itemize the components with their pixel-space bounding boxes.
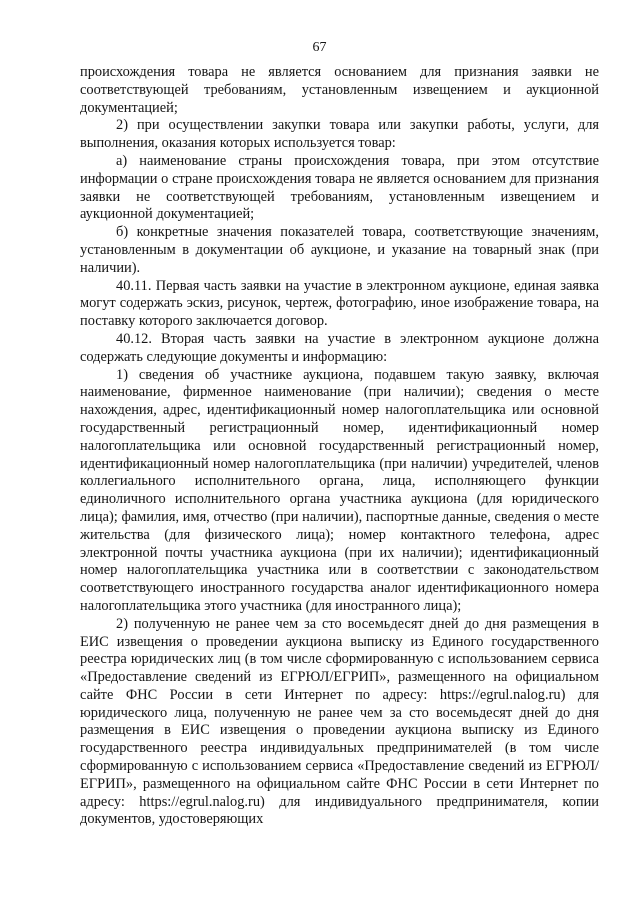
paragraph: б) конкретные значения показателей товара, соответствующие значениям, установленным в документации об аукционе, и указание на товарный знак (при наличии). <box>80 224 599 276</box>
page-number: 67 <box>312 40 327 55</box>
paragraph: 40.11. Первая часть заявки на участие в электронном аукционе, единая заявка могут содержать эскиз, рисунок, чертеж, фотографию, иное изображение товара, на поставку которого заключается договор. <box>80 277 599 330</box>
paragraph: а) наименование страны происхождения товара, при этом отсутствие информации о стране происхождения товара не является основанием для признания заявки не соответствующей требованиям, установленным извещением и аукционной документацией; <box>80 152 599 223</box>
document-text <box>80 64 599 829</box>
paragraph: 1) сведения об участнике аукциона, подавшем такую заявку, включая наименование, фирменное наименование (при наличии); сведения о месте нахождения, адрес, идентификационный номер налогоплательщика или основной государственный регистрационный номер, идентификационный номер налогоплательщика или основной государственный регистрационный номер, идентификационный номер налогоплательщика (при наличии) учредителей, членов коллегиального исполнительного органа, лица, исполняющего функции единоличного исполнительного органа участника аукциона (для юридического лица); фамилия, имя, отчество (при наличии), паспортные данные, сведения о месте жительства (для физического лица); номер контактного телефона, адрес электронной почты участника аукциона (при их наличии); идентификационный номер налогоплательщика участника или в соответствии с законодательством соответствующего иностранного государства аналог идентификационного номера налогоплательщика этого участника (для иностранного лица); <box>80 366 599 614</box>
paragraph: происхождения товара не является основанием для признания заявки не соответствующей требованиям, установленным извещением и аукционной документацией; <box>80 64 599 116</box>
paragraph: 2) полученную не ранее чем за сто восемьдесят дней до дня размещения в ЕИС извещения о проведении аукциона выписку из Единого государственного реестра юридических лиц (в том числе сформированную с использованием сервиса «Предоставление сведений из ЕГРЮЛ/ЕГРИП», размещенного на официальном сайте ФНС России в сети Интернет по адресу: https://egrul.nalog.ru) для юридического лица, полученную не ранее чем за сто восемьдесят дней до дня размещения в ЕИС извещения о проведении аукциона выписку из Единого государственного реестра индивидуальных предпринимателей (в том числе сформированную с использованием сервиса «Предоставление сведений из ЕГРЮЛ/ЕГРИП», размещенного на официальном сайте ФНС России в сети Интернет по адресу: https://egrul.nalog.ru) для индивидуального предпринимателя, копии документов, удостоверяющих <box>80 615 599 828</box>
paragraph: 40.12. Вторая часть заявки на участие в электронном аукционе должна содержать следующие документы и информацию: <box>80 330 599 365</box>
paragraph: 2) при осуществлении закупки товара или закупки работы, услуги, для выполнения, оказания которых используется товар: <box>80 117 599 152</box>
